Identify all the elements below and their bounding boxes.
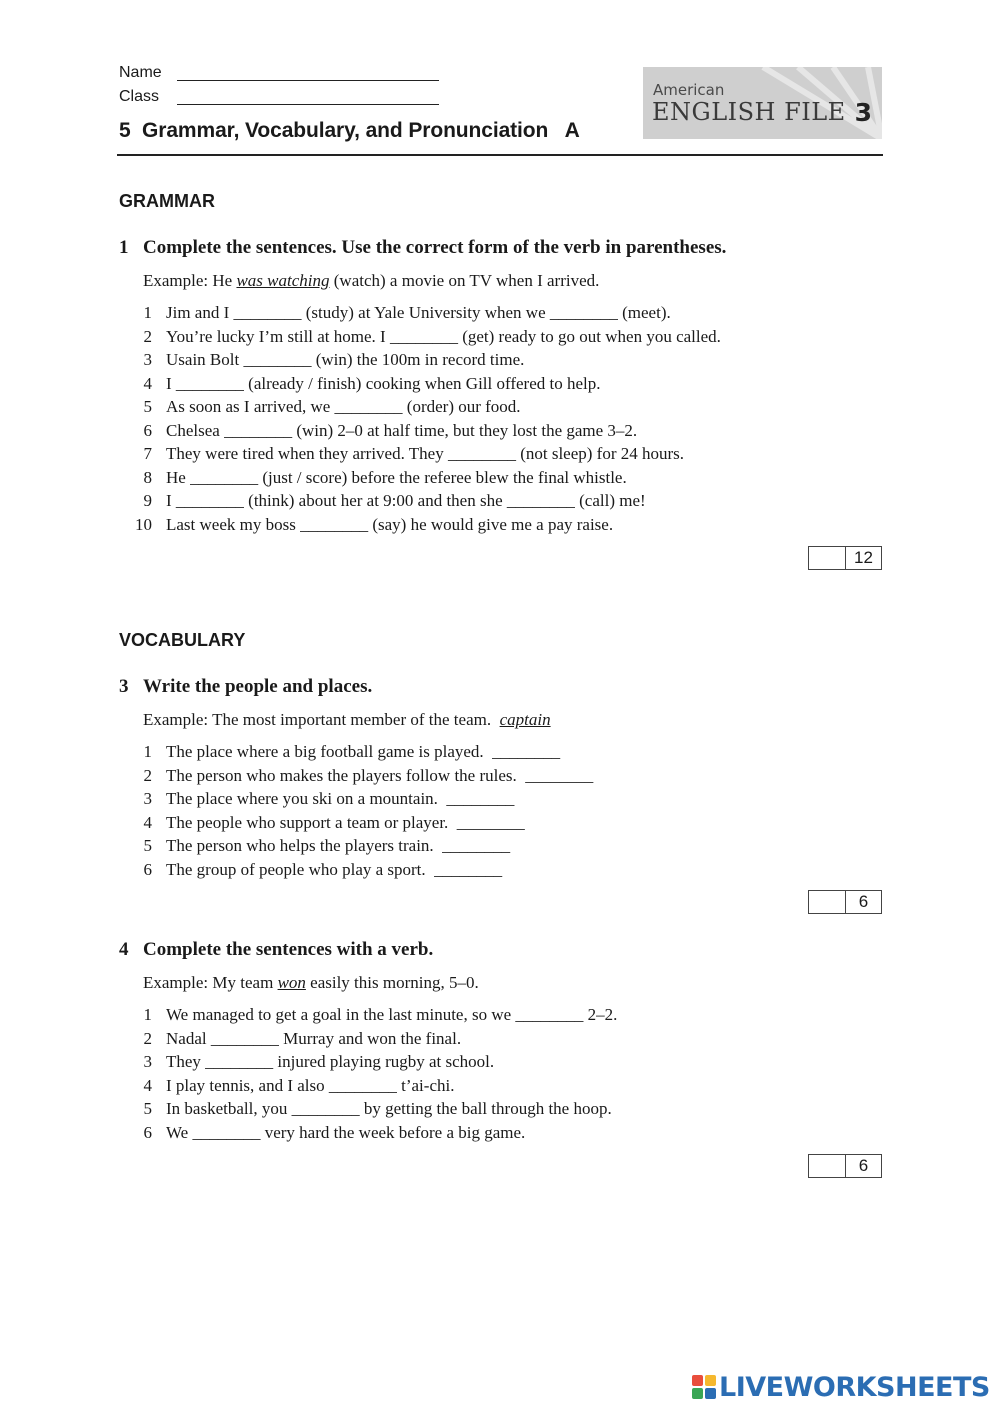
logo-american: American — [653, 81, 725, 99]
logo-english-file: ENGLISH FILE — [652, 98, 846, 126]
list-item[interactable] — [130, 787, 593, 811]
item-text: Nadal ________ Murray and won the final. — [166, 1028, 462, 1048]
exercise-1-example — [143, 271, 599, 291]
exercise-3-heading — [119, 676, 372, 698]
item-number: 1 — [143, 742, 152, 761]
example-text-end: easily this morning, 5–0. — [305, 973, 479, 992]
item-text: I ________ (already / finish) cooking when Gill offered to help. — [166, 373, 601, 393]
exercise-1-heading — [119, 237, 726, 259]
list-item[interactable] — [130, 301, 721, 325]
item-number: 10 — [135, 514, 152, 534]
item-text: He ________ (just / score) before the referee blew the final whistle. — [166, 467, 627, 487]
item-number: 1 — [143, 1005, 152, 1024]
list-item[interactable] — [130, 1050, 617, 1074]
liveworksheets-grid-icon — [692, 1375, 716, 1399]
item-text: As soon as I arrived, we ________ (order) our food. — [166, 397, 521, 416]
example-text-end: (watch) a movie on TV when I arrived. — [329, 271, 600, 290]
list-item[interactable] — [130, 466, 721, 490]
item-number: 2 — [143, 765, 152, 785]
score-total: 6 — [858, 1156, 869, 1175]
item-text: Usain Bolt ________ (win) the 100m in record time. — [166, 350, 525, 369]
liveworksheets-logo — [692, 1370, 990, 1404]
list-item[interactable] — [130, 764, 593, 788]
exercise-4-items — [130, 1003, 617, 1144]
exercise-3-example — [143, 710, 551, 730]
example-text: Example: He — [143, 271, 237, 290]
list-item[interactable] — [130, 740, 593, 764]
item-text: We managed to get a goal in the last minute, so we ________ 2–2. — [166, 1005, 618, 1024]
header-rule — [117, 154, 883, 156]
exercise-number: 4 — [119, 939, 129, 960]
liveworksheets-wordmark: LIVEWORKSHEETS — [719, 1371, 990, 1403]
list-item[interactable] — [130, 395, 721, 419]
item-text: The place where a big football game is played. ________ — [166, 742, 561, 761]
exercise-3-items — [130, 740, 593, 881]
item-number: 4 — [143, 812, 152, 832]
example-answer: was watching — [236, 271, 330, 290]
item-number: 4 — [143, 1075, 152, 1095]
vocabulary-heading: VOCABULARY — [119, 630, 246, 650]
list-item[interactable] — [130, 811, 593, 835]
exercise-1-items — [130, 301, 721, 536]
item-text: Chelsea ________ (win) 2–0 at half time, but they lost the game 3–2. — [166, 420, 638, 440]
item-text: I ________ (think) about her at 9:00 and then she ________ (call) me! — [166, 491, 646, 510]
item-number: 8 — [143, 467, 152, 487]
list-item[interactable] — [130, 442, 721, 466]
item-text: The person who makes the players follow the rules. ________ — [166, 765, 594, 785]
english-file-logo — [643, 67, 882, 139]
exercise-1-score-box — [808, 546, 882, 570]
item-text: Jim and I ________ (study) at Yale University when we ________ (meet). — [166, 303, 671, 322]
item-text: The group of people who play a sport. ________ — [166, 859, 503, 879]
exercise-instruction: Complete the sentences. Use the correct form of the verb in parentheses. — [143, 237, 727, 258]
list-item[interactable] — [130, 372, 721, 396]
item-text: They were tired when they arrived. They ________ (not sleep) for 24 hours. — [166, 444, 685, 463]
item-text: You’re lucky I’m still at home. I ________ (get) ready to go out when you called. — [166, 326, 721, 346]
score-total: 12 — [854, 548, 873, 567]
example-answer: captain — [499, 710, 551, 729]
item-number: 6 — [143, 420, 152, 440]
list-item[interactable] — [130, 834, 593, 858]
item-number: 3 — [143, 350, 152, 369]
list-item[interactable] — [130, 1074, 617, 1098]
item-text: I play tennis, and I also ________ t’ai-chi. — [166, 1075, 455, 1095]
exercise-4-heading — [119, 939, 433, 961]
item-number: 5 — [143, 1099, 152, 1118]
item-number: 9 — [143, 491, 152, 510]
item-number: 7 — [143, 444, 152, 463]
grammar-heading: GRAMMAR — [119, 191, 215, 211]
list-item[interactable] — [130, 1003, 617, 1027]
list-item[interactable] — [130, 513, 721, 537]
list-item[interactable] — [130, 419, 721, 443]
example-answer: won — [277, 973, 306, 992]
name-field[interactable] — [177, 80, 439, 81]
score-input[interactable] — [809, 1155, 846, 1177]
score-total: 6 — [858, 892, 869, 911]
example-text: Example: My team — [143, 973, 278, 992]
item-number: 2 — [143, 1028, 152, 1048]
list-item[interactable] — [130, 489, 721, 513]
item-text: Last week my boss ________ (say) he would give me a pay raise. — [166, 514, 614, 534]
item-number: 5 — [143, 836, 152, 855]
score-input[interactable] — [809, 891, 846, 913]
page-title: 5 Grammar, Vocabulary, and Pronunciation A — [119, 119, 580, 142]
exercise-instruction: Write the people and places. — [143, 676, 373, 697]
exercise-3-score-box — [808, 890, 882, 914]
list-item[interactable] — [130, 1097, 617, 1121]
item-number: 3 — [143, 1052, 152, 1071]
list-item[interactable] — [130, 348, 721, 372]
class-field[interactable] — [177, 104, 439, 105]
item-text: The people who support a team or player. ________ — [166, 812, 525, 832]
list-item[interactable] — [130, 325, 721, 349]
exercise-instruction: Complete the sentences with a verb. — [143, 939, 434, 960]
example-text: Example: The most important member of the team. — [143, 710, 500, 729]
item-number: 6 — [143, 1122, 152, 1142]
exercise-number: 3 — [119, 676, 129, 697]
item-number: 2 — [143, 326, 152, 346]
item-text: We ________ very hard the week before a big game. — [166, 1122, 526, 1142]
list-item[interactable] — [130, 1027, 617, 1051]
logo-level-number: 3 — [854, 98, 872, 127]
score-input[interactable] — [809, 547, 846, 569]
item-number: 6 — [143, 859, 152, 879]
item-number: 1 — [143, 303, 152, 322]
list-item[interactable] — [130, 858, 593, 882]
name-label: Name — [119, 64, 162, 81]
item-text: In basketball, you ________ by getting the ball through the hoop. — [166, 1099, 612, 1118]
exercise-number: 1 — [119, 237, 129, 258]
item-number: 4 — [143, 373, 152, 393]
exercise-4-score-box — [808, 1154, 882, 1178]
list-item[interactable] — [130, 1121, 617, 1145]
item-number: 3 — [143, 789, 152, 808]
exercise-4-example — [143, 973, 479, 993]
class-label: Class — [119, 88, 160, 105]
item-text: The person who helps the players train. ________ — [166, 836, 511, 855]
item-number: 5 — [143, 397, 152, 416]
item-text: The place where you ski on a mountain. ________ — [166, 789, 515, 808]
item-text: They ________ injured playing rugby at school. — [166, 1052, 495, 1071]
